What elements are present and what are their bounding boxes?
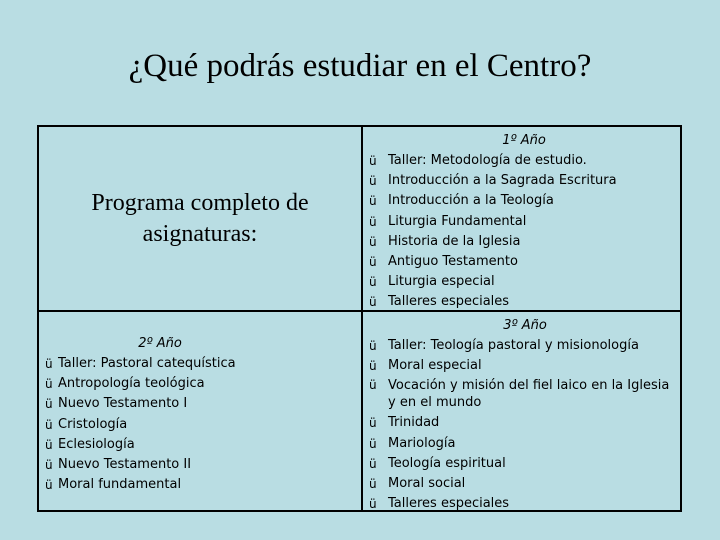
list-item: ü Trinidad (369, 413, 681, 433)
checkmark-icon: ü (369, 477, 377, 492)
list-item: ü Cristología (45, 415, 245, 435)
checkmark-icon: ü (369, 295, 377, 310)
page-title: ¿Qué podrás estudiar en el Centro? (128, 48, 592, 84)
year-3-cell (369, 316, 681, 514)
checkmark-icon: ü (369, 234, 377, 249)
subjects-table (37, 125, 682, 512)
year-1-subject-list (369, 151, 679, 313)
list-item: ü Introducción a la Teología (369, 191, 679, 211)
checkmark-icon: ü (369, 214, 377, 229)
year-1-cell (369, 131, 679, 313)
list-item: ü Vocación y misión del fiel laico en la Iglesia y en el mundo (369, 378, 670, 411)
checkmark-icon: ü (369, 255, 377, 270)
list-item: ü Talleres especiales (369, 494, 681, 514)
year-3-subject-list (369, 336, 681, 514)
list-item: ü Liturgia Fundamental (369, 212, 679, 232)
checkmark-icon: ü (369, 339, 377, 353)
checkmark-icon: ü (369, 154, 377, 168)
year-1-heading: 1º Año (502, 133, 546, 148)
checkmark-icon: ü (369, 378, 377, 393)
checkmark-icon: ü (45, 478, 53, 493)
list-item: ü Nuevo Testamento II (45, 455, 245, 475)
checkmark-icon: ü (369, 416, 377, 431)
checkmark-icon: ü (369, 275, 377, 290)
list-item: ü Historia de la Iglesia (369, 232, 679, 252)
checkmark-icon: ü (369, 174, 377, 189)
checkmark-icon: ü (369, 194, 377, 209)
list-item: ü Antiguo Testamento (369, 252, 679, 272)
column-divider (361, 127, 363, 510)
checkmark-icon: ü (369, 456, 377, 471)
checkmark-icon: ü (369, 436, 377, 451)
list-item: ü Moral social (369, 474, 681, 494)
checkmark-icon: ü (45, 357, 53, 371)
checkmark-icon: ü (45, 437, 53, 452)
list-item: ü Moral fundamental (45, 475, 245, 495)
program-heading-line1: Programa completo de (91, 189, 309, 216)
list-item: ü Introducción a la Sagrada Escritura (369, 171, 679, 191)
list-item: ü Taller: Pastoral catequística (45, 354, 245, 374)
program-heading-cell (39, 127, 361, 310)
checkmark-icon: ü (45, 417, 53, 432)
checkmark-icon: ü (45, 397, 53, 412)
checkmark-icon: ü (369, 497, 377, 512)
list-item: ü Nuevo Testamento I (45, 394, 245, 414)
checkmark-icon: ü (45, 458, 53, 473)
list-item: ü Moral especial (369, 356, 681, 376)
list-item: ü Antropología teológica (45, 374, 245, 394)
year-2-cell (45, 334, 245, 495)
list-item: ü Taller: Teología pastoral y misionología (369, 336, 681, 356)
list-item: ü Mariología (369, 434, 681, 454)
list-item: ü Teología espiritual (369, 454, 681, 474)
list-item: ü Liturgia especial (369, 272, 679, 292)
year-2-subject-list (45, 354, 245, 495)
list-item: ü Eclesiología (45, 435, 245, 455)
checkmark-icon: ü (45, 377, 53, 392)
year-3-heading: 3º Año (503, 318, 547, 333)
list-item: ü Talleres especiales (369, 292, 679, 312)
list-item: ü Taller: Metodología de estudio. (369, 151, 679, 171)
year-2-heading: 2º Año (138, 336, 182, 351)
program-heading-line2: asignaturas: (142, 220, 258, 247)
checkmark-icon: ü (369, 359, 377, 374)
